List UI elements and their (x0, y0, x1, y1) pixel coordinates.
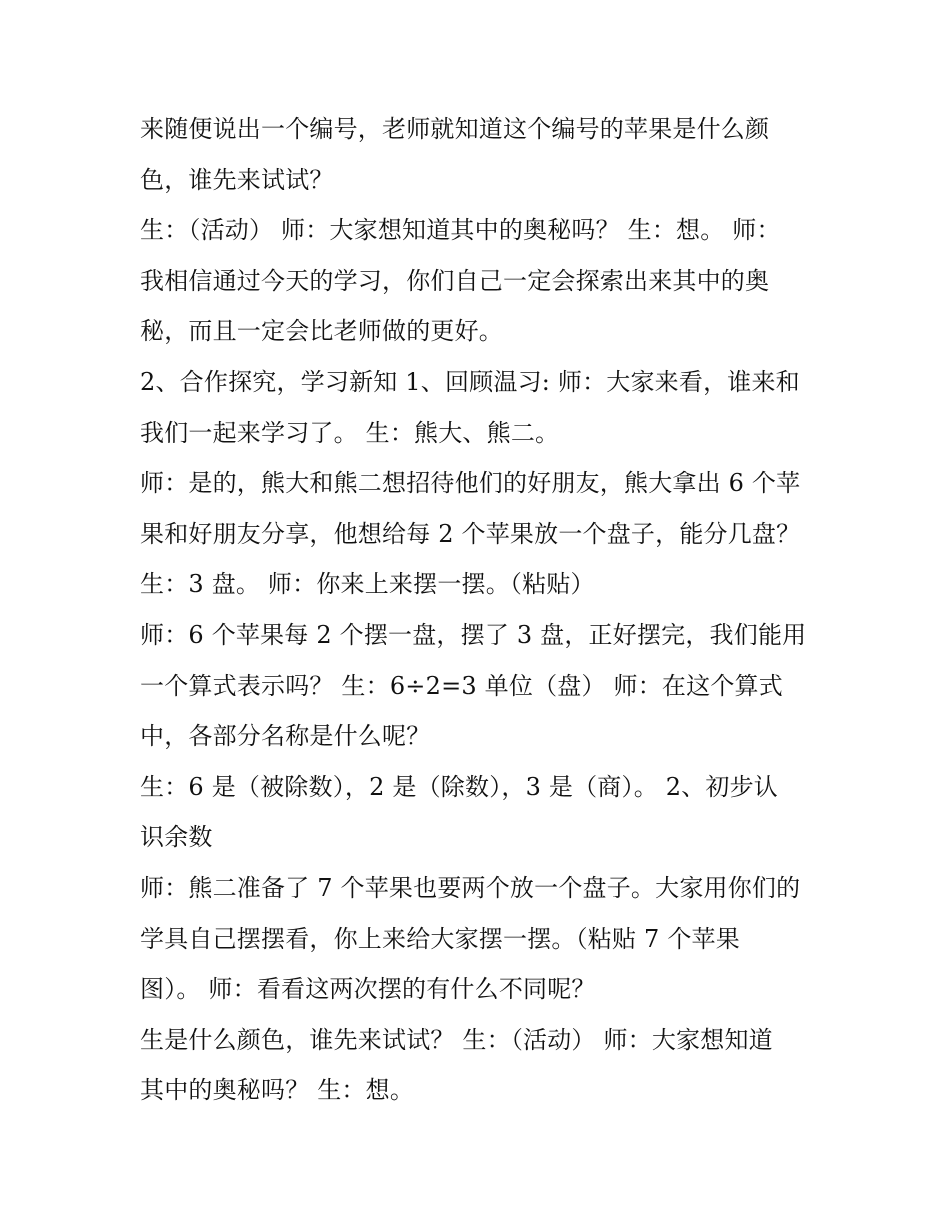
text-line-9: 果和好朋友分享，他想给每 2 个苹果放一个盘子，能分几盘？ (140, 519, 801, 548)
text-line-6: 2、合作探究，学习新知 1、回顾温习: 师：大家来看，谁来和 (140, 367, 800, 396)
text-line-16: 师：熊二准备了 7 个苹果也要两个放一个盘子。大家用你们的 (140, 873, 801, 902)
text-line-12: 一个算式表示吗？ 生：6÷2=3 单位（盘） 师：在这个算式 (140, 671, 783, 700)
text-line-4: 我相信通过今天的学习，你们自己一定会探索出来其中的奥 (140, 266, 770, 295)
body-text (140, 104, 820, 1116)
text-line-20: 其中的奥秘吗？ 生：想。 (140, 1076, 415, 1105)
text-line-5: 秘，而且一定会比老师做的更好。 (140, 317, 503, 346)
text-line-1: 来随便说出一个编号，老师就知道这个编号的苹果是什么颜 (140, 115, 770, 143)
text-line-17: 学具自己摆摆看，你上来给大家摆一摆。（粘贴 7 个苹果 (140, 924, 740, 953)
text-line-18: 图）。 师：看看这两次摆的有什么不同呢？ (140, 975, 596, 1004)
text-line-13: 中，各部分名称是什么呢？ (140, 722, 431, 751)
text-line-14: 生：6 是（被除数），2 是（除数），3 是（商）。 2、初步认 (140, 772, 778, 801)
text-line-3: 生：（活动） 师：大家想知道其中的奥秘吗？ 生：想。 师： (140, 216, 781, 245)
text-line-7: 我们一起来学习了。 生：熊大、熊二。 (140, 418, 560, 447)
text-line-10: 生：3 盘。 师：你来上来摆一摆。（粘贴） (140, 570, 595, 599)
text-line-19: 生是什么颜色，谁先来试试？ 生：（活动） 师：大家想知道 (140, 1025, 773, 1054)
text-line-2: 色，谁先来试试？ (140, 165, 334, 194)
text-line-8: 师：是的，熊大和熊二想招待他们的好朋友，熊大拿出 6 个苹 (140, 469, 801, 498)
text-line-15: 识余数 (140, 823, 213, 852)
text-line-11: 师：6 个苹果每 2 个摆一盘，摆了 3 盘，正好摆完，我们能用 (140, 620, 807, 649)
